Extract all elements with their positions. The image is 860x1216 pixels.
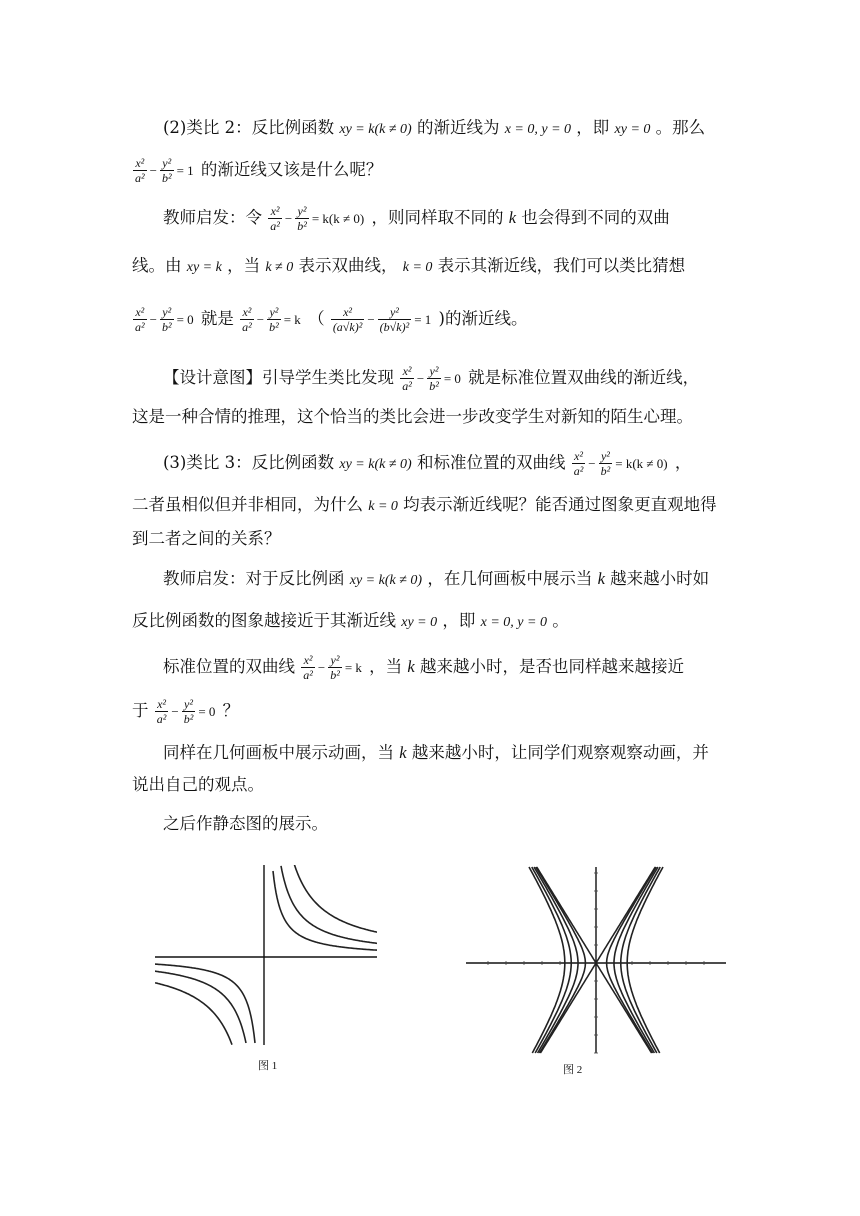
math-k: k bbox=[407, 657, 415, 676]
fraction-x2-a2: $\frac{\text{x²}}{\text{a²}}$ bbox=[135, 156, 145, 185]
fraction-x2-a2: $\frac{\text{x²}}{\text{a²}}$ bbox=[402, 364, 412, 393]
text-seg: 之后作静态图的展示。 bbox=[163, 814, 328, 833]
fraction-y2-b2: $\frac{\text{y²}}{\text{b²}}$ bbox=[600, 449, 611, 478]
math-k: k bbox=[597, 569, 605, 588]
math-xy0: xy = 0 bbox=[614, 122, 651, 137]
text-seg: 于 bbox=[132, 701, 149, 720]
text-seg: 教师启发：令 bbox=[163, 208, 262, 227]
para-analogy2-line1 bbox=[163, 116, 732, 142]
math-eq1: = 1 bbox=[176, 163, 194, 178]
fraction-x2-a2: $\frac{\text{x²}}{\text{a²}}$ bbox=[135, 305, 145, 334]
para-animation-line1 bbox=[163, 741, 732, 765]
text-seg: 的渐近线又该是什么呢？ bbox=[200, 160, 383, 179]
para-teacher-hint-line3: $\frac{\text{x²}}{\text{a²}}$ − $\frac{\text{y²}}{\text{b²}}$ = 0 就是 $\frac{\text{x²}}{\text{a²}}$ − $\frac{\text{y²}}{\text{b²}}$ = k （ $\frac{\text{x²}}{\text{(a√k)²}}$ − $\frac{\text{y²}}{\text{(b√k)²}}$ = 1 )的渐近线。 bbox=[135, 305, 528, 334]
math-asymptotes: x = 0, y = 0 bbox=[504, 122, 572, 137]
text-seg: 也会得到不同的双曲 bbox=[521, 208, 670, 227]
math-xyk: xy = k bbox=[186, 260, 222, 275]
text-seg: 就是 bbox=[200, 309, 234, 328]
math-asymptotes: x = 0, y = 0 bbox=[480, 615, 547, 630]
math-inverse-function: xy = k(k ≠ 0) bbox=[349, 573, 423, 588]
para-design-intent-line2 bbox=[132, 405, 732, 429]
para-teacher-hint2-line2 bbox=[132, 609, 732, 635]
fraction-y2-b2: $\frac{\text{y²}}{\text{b²}}$ bbox=[161, 305, 172, 334]
text-seg: )的渐近线。 bbox=[438, 309, 528, 328]
fraction-y2-b2: $\frac{\text{y²}}{\text{b²}}$ bbox=[183, 697, 194, 726]
figure-2-caption: 图 2 bbox=[563, 1064, 583, 1076]
text-seg: 【设计意图】引导学生类比发现 bbox=[163, 368, 394, 387]
math-eqk-cond: = k(k ≠ 0) bbox=[311, 211, 365, 226]
text-seg: 。那么 bbox=[655, 118, 706, 137]
fraction-y2-b2: $\frac{\text{y²}}{\text{b²}}$ bbox=[269, 305, 279, 334]
math-inverse-function: xy = k(k ≠ 0) bbox=[339, 122, 412, 137]
para-standard-hyperbola-line2: 于 $\frac{\text{x²}}{\text{a²}}$ − $\frac{\text{y²}}{\text{b²}}$ = 0 ？ bbox=[132, 697, 240, 726]
para-analogy3-line3 bbox=[132, 527, 732, 551]
text-seg: 越来越小时，是否也同样越来越接近 bbox=[419, 657, 684, 676]
para-analogy3-line2 bbox=[132, 493, 732, 519]
math-k: k bbox=[508, 208, 517, 227]
figure-2-hyperbola-graph bbox=[466, 865, 726, 1055]
para-animation-line2 bbox=[132, 773, 732, 797]
para-teacher-hint-line2 bbox=[132, 254, 732, 280]
fig1-curve-k1-q3 bbox=[155, 964, 255, 1043]
para-teacher-hint2-line1 bbox=[163, 567, 732, 593]
fig1-curve-k3-q1 bbox=[294, 865, 377, 932]
text-seg: 表示其渐近线，我们可以类比猜想 bbox=[437, 256, 686, 275]
text-seg: （ bbox=[308, 309, 325, 328]
para-analogy3-line1: (3)类比 3：反比例函数 xy = k(k ≠ 0) 和标准位置的双曲线 $\frac{\text{x²}}{\text{a²}}$ − $\frac{\text{y²}}{\text{b²}}$ = k(k ≠ 0) ， bbox=[163, 449, 692, 478]
fraction-y2-bsk2: $\frac{\text{y²}}{\text{(b√k)²}}$ bbox=[379, 305, 410, 334]
fraction-x2-a2: $\frac{\text{x²}}{\text{a²}}$ bbox=[156, 697, 167, 726]
text-seg: 线。由 bbox=[132, 256, 182, 275]
figure-1-inverse-function-graph bbox=[155, 865, 377, 1045]
para-analogy2-line2: $\frac{\text{x²}}{\text{a²}}$ − $\frac{\text{y²}}{\text{b²}}$ = 1 的渐近线又该是什么呢？ bbox=[135, 156, 383, 185]
para-teacher-hint-line1: 教师启发：令 $\frac{\text{x²}}{\text{a²}}$ − $\frac{\text{y²}}{\text{b²}}$ = k(k ≠ 0) ，则同样取不同的 k 也会得到不同的双曲 bbox=[163, 204, 670, 233]
fraction-y2-b2: $\frac{\text{y²}}{\text{b²}}$ bbox=[161, 156, 172, 185]
fig2-asymptote bbox=[596, 867, 655, 1053]
text-seg: ，当 bbox=[369, 657, 403, 676]
fraction-x2-a2: $\frac{\text{x²}}{\text{a²}}$ bbox=[303, 653, 313, 682]
para-design-intent-line1: 【设计意图】引导学生类比发现 $\frac{\text{x²}}{\text{a²}}$ − $\frac{\text{y²}}{\text{b²}}$ = 0 就是标准位置双曲线的渐近线， bbox=[163, 364, 700, 393]
fraction-x2-a2: $\frac{\text{x²}}{\text{a²}}$ bbox=[242, 305, 252, 334]
text-seg: 这是一种合情的推理，这个恰当的类比会进一步改变学生对新知的陌生心理。 bbox=[132, 407, 693, 426]
math-kne0: k ≠ 0 bbox=[265, 260, 294, 275]
text-seg: ，当 bbox=[227, 256, 261, 275]
text-seg: 的渐近线为 bbox=[416, 118, 500, 137]
math-inverse-function: xy = k(k ≠ 0) bbox=[339, 457, 412, 472]
text-seg: ，即 bbox=[442, 611, 476, 630]
para-standard-hyperbola-line1: 标准位置的双曲线 $\frac{\text{x²}}{\text{a²}}$ − $\frac{\text{y²}}{\text{b²}}$ = k ，当 k 越来越小时，是否也同样越来越接近 bbox=[163, 653, 684, 682]
fraction-y2-b2: $\frac{\text{y²}}{\text{b²}}$ bbox=[429, 364, 439, 393]
text-seg: 均表示渐近线呢？能否通过图象更直观地得 bbox=[403, 495, 717, 514]
fig2-asymptote bbox=[537, 867, 596, 1053]
text-seg: 反比例函数的图象越接近于其渐近线 bbox=[132, 611, 396, 630]
fraction-x2-a2: $\frac{\text{x²}}{\text{a²}}$ bbox=[573, 449, 584, 478]
fraction-x2-ask2: $\frac{\text{x²}}{\text{(a√k)²}}$ bbox=[332, 305, 363, 334]
text-seg: ，则同样取不同的 bbox=[371, 208, 504, 227]
para-static-figures bbox=[163, 812, 732, 836]
math-k: k bbox=[399, 743, 407, 762]
text-seg: (2)类比 2：反比例函数 bbox=[163, 118, 335, 137]
math-eq0: = 0 bbox=[176, 312, 194, 327]
fraction-x2-a2: $\frac{\text{x²}}{\text{a²}}$ bbox=[270, 204, 280, 233]
text-seg: 越来越小时，让同学们观察观察动画，并 bbox=[411, 743, 709, 762]
math-k0: k = 0 bbox=[368, 499, 398, 514]
text-seg: 说出自己的观点。 bbox=[132, 775, 264, 794]
fraction-y2-b2: $\frac{\text{y²}}{\text{b²}}$ bbox=[297, 204, 307, 233]
math-eqk: = k bbox=[283, 312, 301, 327]
fraction-y2-b2: $\frac{\text{y²}}{\text{b²}}$ bbox=[330, 653, 340, 682]
text-seg: ？ bbox=[222, 701, 240, 720]
text-seg: 表示双曲线， bbox=[298, 256, 398, 275]
text-seg: 同样在几何画板中展示动画，当 bbox=[163, 743, 394, 762]
figure-1-caption: 图 1 bbox=[258, 1060, 278, 1072]
text-seg: 标准位置的双曲线 bbox=[163, 657, 295, 676]
text-seg: 就是标准位置双曲线的渐近线， bbox=[468, 368, 700, 387]
text-seg: 到二者之间的关系？ bbox=[132, 529, 281, 548]
text-seg: ，在几何画板中展示当 bbox=[427, 569, 593, 588]
text-seg: ，即 bbox=[576, 118, 610, 137]
math-xy0: xy = 0 bbox=[401, 615, 438, 630]
text-seg: 和标准位置的双曲线 bbox=[416, 453, 566, 472]
text-seg: 。 bbox=[552, 611, 569, 630]
text-seg: ， bbox=[674, 453, 692, 472]
text-seg: 二者虽相似但并非相同，为什么 bbox=[132, 495, 363, 514]
text-seg: 教师启发：对于反比例函 bbox=[163, 569, 345, 588]
fig1-curve-k3-q3 bbox=[155, 982, 232, 1045]
text-seg: (3)类比 3：反比例函数 bbox=[163, 453, 335, 472]
math-k0: k = 0 bbox=[402, 260, 433, 275]
text-seg: 越来越小时如 bbox=[610, 569, 710, 588]
